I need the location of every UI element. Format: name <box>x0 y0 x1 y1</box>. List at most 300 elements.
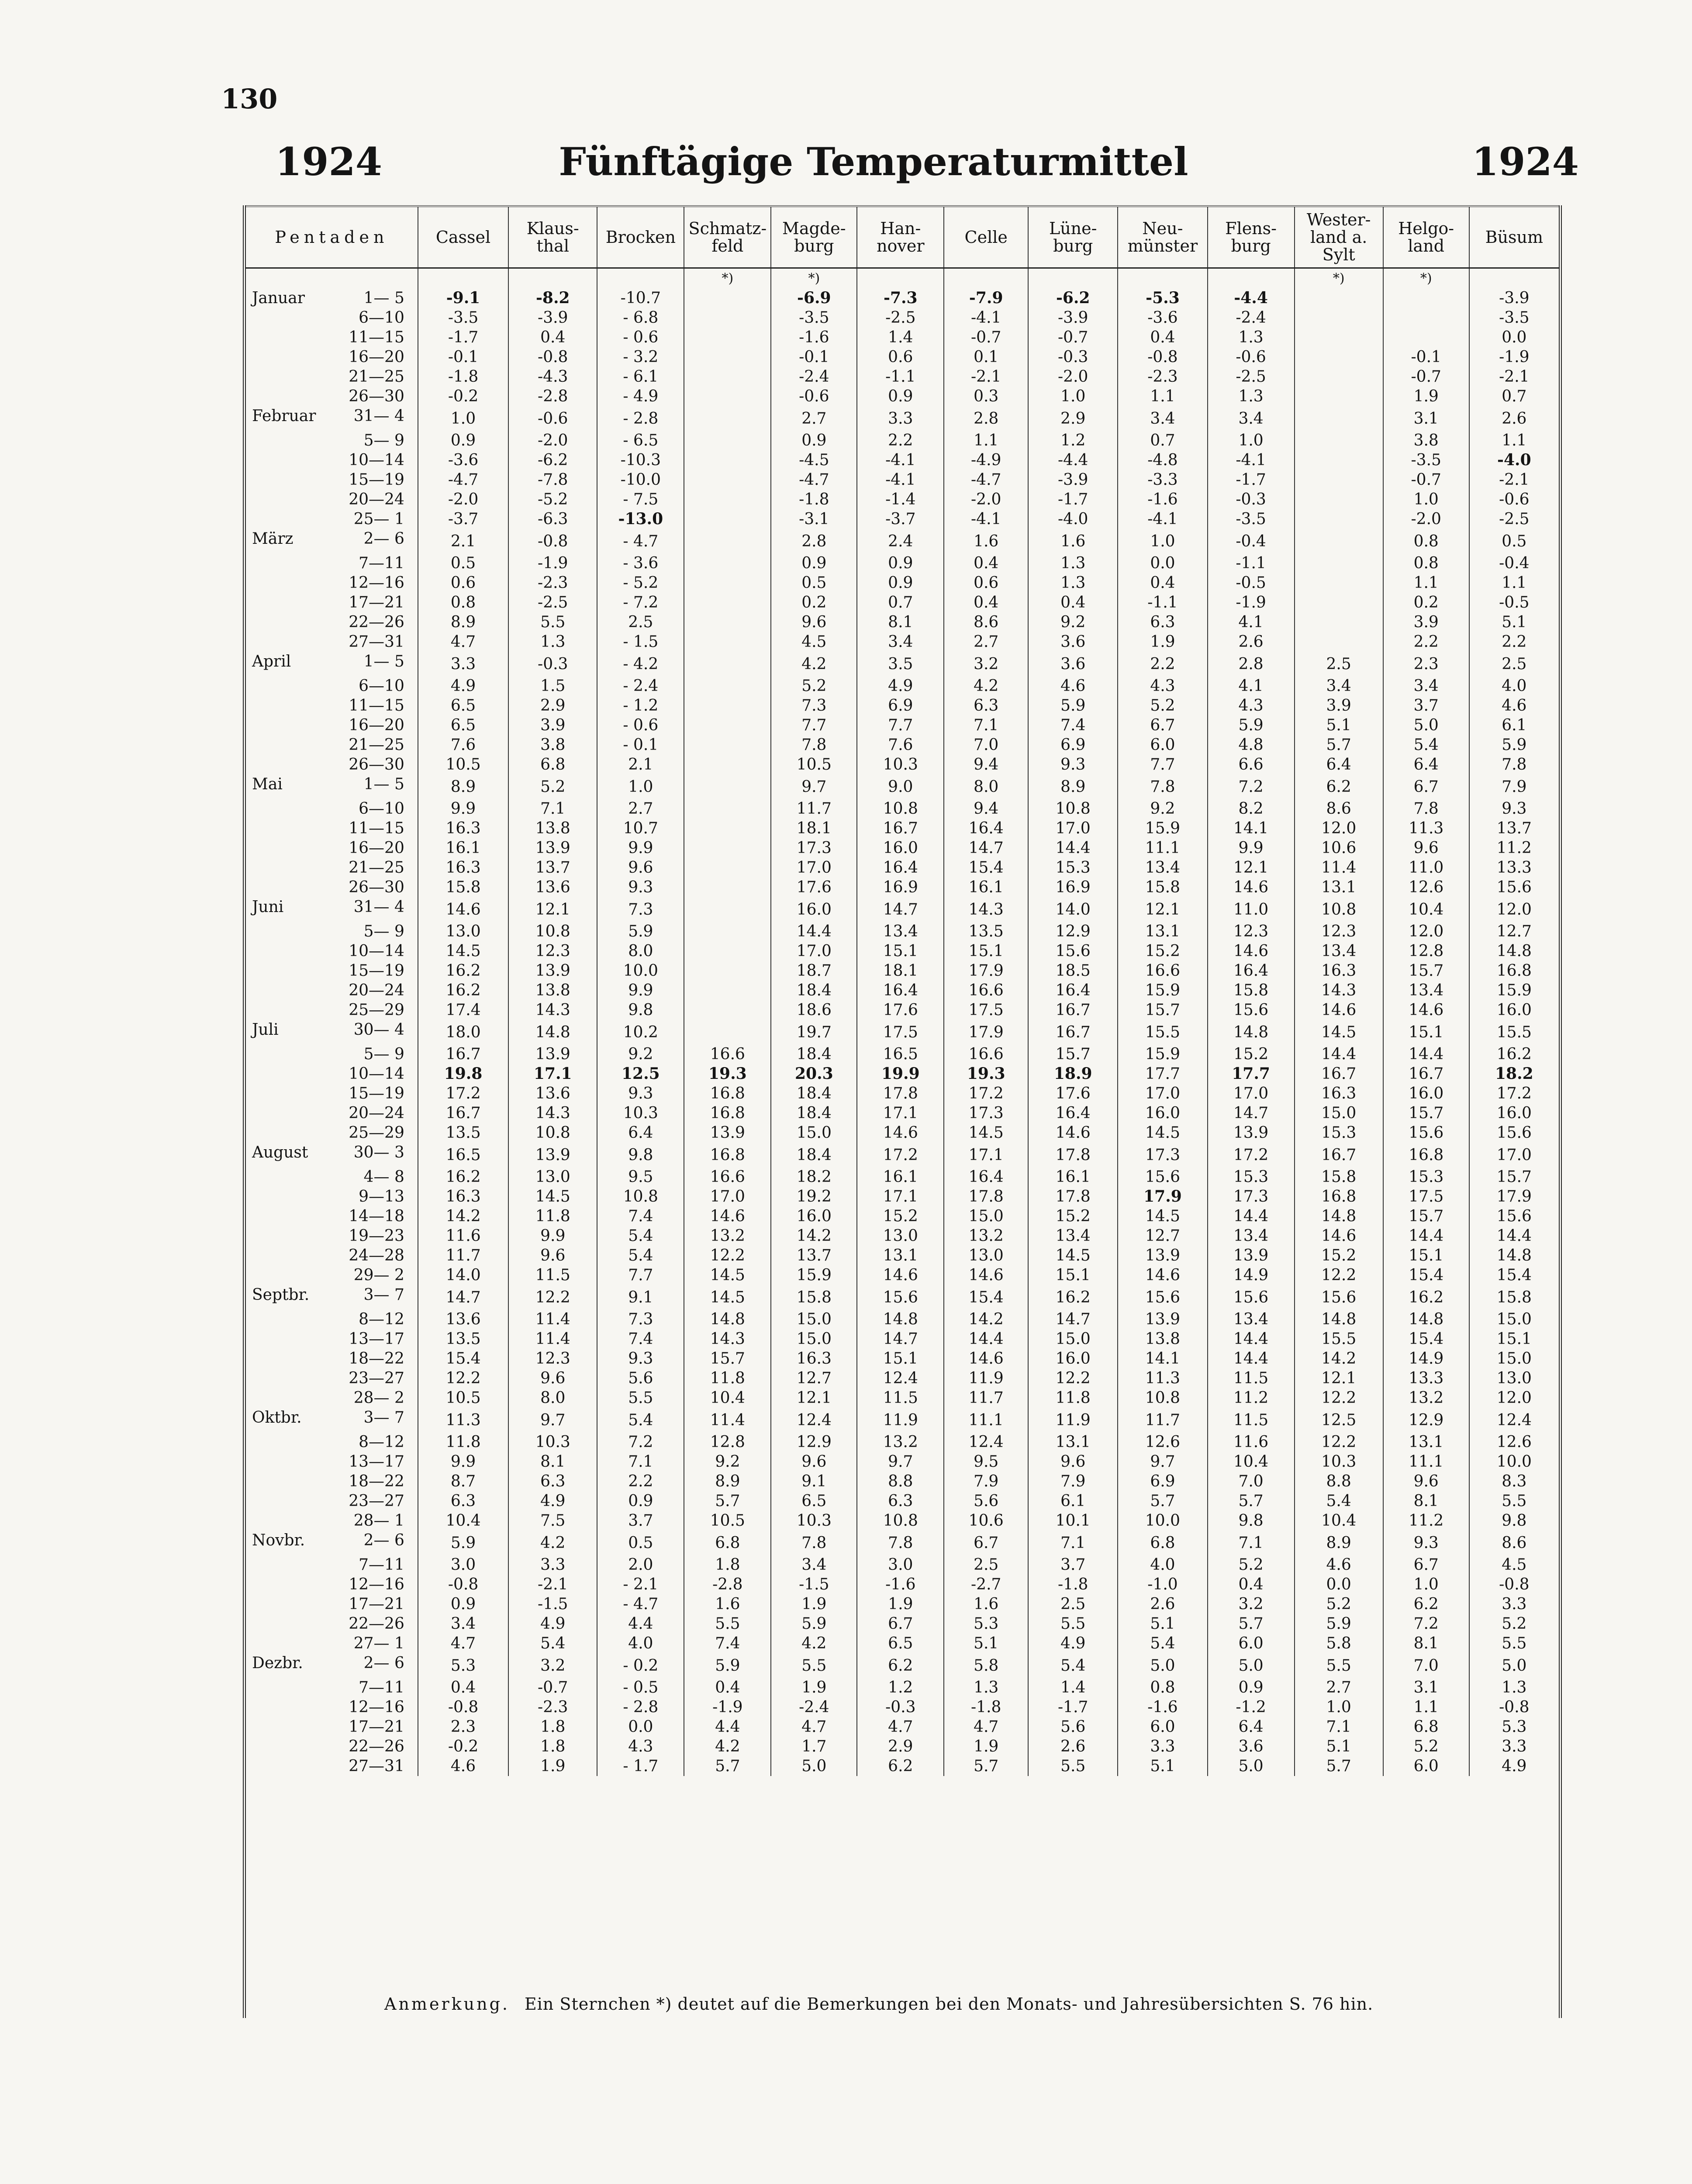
value-cell: 11.7 <box>1118 1408 1207 1432</box>
value-cell: 13.4 <box>857 922 944 941</box>
value-cell: 12.2 <box>1295 1388 1383 1408</box>
value-cell: 16.0 <box>1028 1349 1118 1368</box>
value-cell: 2.7 <box>771 406 857 431</box>
value-cell <box>1295 593 1383 612</box>
value-cell: 16.8 <box>684 1103 771 1123</box>
value-cell: - 3.2 <box>597 347 684 367</box>
value-cell <box>684 799 771 819</box>
value-cell: -1.1 <box>857 367 944 387</box>
table-row <box>246 1349 1559 1368</box>
value-cell: 15.1 <box>1383 1246 1469 1265</box>
value-cell: -1.0 <box>1118 1575 1207 1594</box>
table-row <box>246 347 1559 367</box>
value-cell: -0.6 <box>1469 490 1559 509</box>
pentade-cell <box>246 1044 418 1064</box>
value-cell: 5.6 <box>1028 1717 1118 1737</box>
pentade-range: 27— 1 <box>353 1635 404 1652</box>
value-cell <box>1295 470 1383 490</box>
value-cell: 4.4 <box>684 1717 771 1737</box>
value-cell: 13.5 <box>418 1123 508 1143</box>
value-cell: 5.4 <box>1295 1491 1383 1511</box>
value-cell: 5.2 <box>1295 1594 1383 1614</box>
value-cell: 2.8 <box>1208 652 1295 676</box>
value-cell: 8.3 <box>1469 1472 1559 1491</box>
value-cell: 9.1 <box>597 1285 684 1310</box>
value-cell: 18.1 <box>857 961 944 981</box>
value-cell: -2.1 <box>1469 470 1559 490</box>
value-cell <box>684 897 771 922</box>
value-cell: - 7.5 <box>597 490 684 509</box>
value-cell: 19.7 <box>771 1020 857 1044</box>
value-cell: 14.6 <box>1028 1123 1118 1143</box>
value-cell: 17.2 <box>944 1084 1028 1103</box>
value-cell: 4.5 <box>771 632 857 652</box>
value-cell: 13.2 <box>684 1226 771 1246</box>
value-cell: 16.0 <box>1118 1103 1207 1123</box>
table-row <box>246 1756 1559 1776</box>
value-cell: -3.5 <box>1208 509 1295 529</box>
value-cell: 11.7 <box>418 1246 508 1265</box>
value-cell: 8.9 <box>1028 774 1118 799</box>
pentade-range: 11—15 <box>349 819 404 837</box>
value-cell: 5.2 <box>1118 696 1207 715</box>
value-cell: 13.4 <box>1295 941 1383 961</box>
value-cell: 12.5 <box>1295 1408 1383 1432</box>
value-cell: 9.8 <box>597 1143 684 1167</box>
pentade-range: 5— 9 <box>363 1045 404 1063</box>
pentade-range: 28— 2 <box>353 1389 404 1407</box>
value-cell: -0.8 <box>508 529 597 553</box>
value-cell: 15.7 <box>1028 1044 1118 1064</box>
value-cell: 1.8 <box>508 1737 597 1756</box>
value-cell: 13.5 <box>418 1329 508 1349</box>
pentade-range: 12—16 <box>349 1698 404 1716</box>
value-cell: 16.6 <box>944 1044 1028 1064</box>
value-cell: 18.0 <box>418 1020 508 1044</box>
value-cell <box>1383 308 1469 328</box>
pentade-range: 12—16 <box>349 1576 404 1593</box>
value-cell: - 6.1 <box>597 367 684 387</box>
value-cell: 1.0 <box>1028 387 1118 406</box>
value-cell: -2.5 <box>508 593 597 612</box>
value-cell: 16.1 <box>418 838 508 858</box>
value-cell: -2.5 <box>1208 367 1295 387</box>
value-cell <box>684 573 771 593</box>
value-cell: 13.3 <box>1469 858 1559 878</box>
value-cell: 14.4 <box>1469 1226 1559 1246</box>
value-cell <box>1295 367 1383 387</box>
value-cell: 16.3 <box>1295 1084 1383 1103</box>
value-cell: 4.7 <box>418 632 508 652</box>
value-cell: 16.1 <box>857 1167 944 1187</box>
header-year-right: 1924 <box>1472 139 1579 184</box>
pentade-range: 29— 2 <box>353 1266 404 1284</box>
value-cell: -0.8 <box>1469 1697 1559 1717</box>
value-cell: 2.9 <box>1028 406 1118 431</box>
value-cell: 6.3 <box>857 1491 944 1511</box>
value-cell: 0.5 <box>597 1531 684 1555</box>
value-cell: 1.0 <box>1383 1575 1469 1594</box>
table-row <box>246 1187 1559 1206</box>
value-cell: 6.4 <box>1383 755 1469 774</box>
value-cell: 3.6 <box>1208 1737 1295 1756</box>
value-cell: 12.2 <box>508 1285 597 1310</box>
value-cell: 12.4 <box>857 1368 944 1388</box>
value-cell: -8.2 <box>508 288 597 308</box>
value-cell: -0.6 <box>1208 347 1295 367</box>
value-cell: 14.9 <box>1208 1265 1295 1285</box>
value-cell: 12.2 <box>1028 1368 1118 1388</box>
value-cell: 10.8 <box>597 1187 684 1206</box>
value-cell: 6.9 <box>1118 1472 1207 1491</box>
value-cell: -2.1 <box>508 1575 597 1594</box>
pentade-cell <box>246 961 418 981</box>
value-cell: -0.7 <box>508 1678 597 1697</box>
value-cell: 8.9 <box>418 612 508 632</box>
value-cell: 6.8 <box>1118 1531 1207 1555</box>
footnote-mark <box>1118 268 1207 289</box>
value-cell: 15.2 <box>857 1206 944 1226</box>
value-cell: 3.4 <box>1295 676 1383 696</box>
pentade-range: 8—12 <box>359 1433 404 1451</box>
value-cell: -0.3 <box>857 1697 944 1717</box>
value-cell: -0.7 <box>944 328 1028 347</box>
value-cell: -4.1 <box>1208 450 1295 470</box>
value-cell: 6.4 <box>597 1123 684 1143</box>
pentade-range: 17—21 <box>349 1595 404 1613</box>
value-cell: - 0.5 <box>597 1678 684 1697</box>
value-cell: -0.6 <box>771 387 857 406</box>
table-row <box>246 387 1559 406</box>
pentade-range: 22—26 <box>349 1615 404 1633</box>
value-cell: 13.5 <box>944 922 1028 941</box>
value-cell: -6.3 <box>508 509 597 529</box>
value-cell: 16.4 <box>857 858 944 878</box>
pentade-cell <box>246 1368 418 1388</box>
value-cell <box>684 632 771 652</box>
value-cell: 18.4 <box>771 981 857 1000</box>
value-cell: 4.4 <box>597 1614 684 1634</box>
value-cell: 0.4 <box>1028 593 1118 612</box>
table-row <box>246 1123 1559 1143</box>
value-cell: 4.6 <box>1469 696 1559 715</box>
value-cell: 9.9 <box>418 1452 508 1472</box>
value-cell: 8.1 <box>508 1452 597 1472</box>
value-cell: 15.6 <box>857 1285 944 1310</box>
value-cell: 5.7 <box>1295 735 1383 755</box>
value-cell: -0.2 <box>418 387 508 406</box>
value-cell: 3.4 <box>418 1614 508 1634</box>
pentade-range: 6—10 <box>359 309 404 327</box>
table-row <box>246 858 1559 878</box>
value-cell: 16.7 <box>1295 1143 1383 1167</box>
value-cell: 2.7 <box>1295 1678 1383 1697</box>
pentade-cell <box>246 1285 418 1310</box>
value-cell: 1.9 <box>771 1594 857 1614</box>
value-cell: 16.6 <box>1118 961 1207 981</box>
value-cell: 12.7 <box>1469 922 1559 941</box>
table-row <box>246 1285 1559 1310</box>
column-header-station: Flens- burg <box>1208 206 1295 268</box>
value-cell: 16.4 <box>857 981 944 1000</box>
value-cell: 4.2 <box>771 652 857 676</box>
value-cell: 5.0 <box>1118 1653 1207 1678</box>
value-cell: 12.2 <box>1295 1265 1383 1285</box>
value-cell: 5.9 <box>771 1614 857 1634</box>
column-header-station: Neu- münster <box>1118 206 1207 268</box>
value-cell: 16.6 <box>684 1167 771 1187</box>
value-cell: 5.1 <box>1295 1737 1383 1756</box>
value-cell: 6.3 <box>1118 612 1207 632</box>
value-cell: 17.9 <box>1118 1187 1207 1206</box>
value-cell: 1.1 <box>1383 573 1469 593</box>
value-cell: 5.8 <box>1295 1634 1383 1653</box>
value-cell: -2.7 <box>944 1575 1028 1594</box>
value-cell: 15.4 <box>944 1285 1028 1310</box>
value-cell: -4.1 <box>857 470 944 490</box>
value-cell <box>1295 632 1383 652</box>
value-cell: 3.6 <box>1028 632 1118 652</box>
value-cell: 12.3 <box>508 941 597 961</box>
cell <box>246 268 418 289</box>
value-cell: 18.9 <box>1028 1064 1118 1084</box>
value-cell: 15.8 <box>1208 981 1295 1000</box>
value-cell: 13.1 <box>857 1246 944 1265</box>
value-cell: 12.4 <box>771 1408 857 1432</box>
value-cell: -2.8 <box>508 387 597 406</box>
value-cell: 13.1 <box>1028 1432 1118 1452</box>
value-cell: -2.4 <box>771 1697 857 1717</box>
value-cell: 5.9 <box>684 1653 771 1678</box>
value-cell: -1.9 <box>1208 593 1295 612</box>
value-cell: 13.4 <box>1383 981 1469 1000</box>
value-cell: 16.1 <box>944 878 1028 897</box>
table-row <box>246 819 1559 838</box>
pentade-cell <box>246 450 418 470</box>
column-header-station: Han- nover <box>857 206 944 268</box>
value-cell: 15.6 <box>1469 878 1559 897</box>
value-cell: 16.8 <box>684 1084 771 1103</box>
value-cell: 10.8 <box>1118 1388 1207 1408</box>
value-cell: - 0.2 <box>597 1653 684 1678</box>
value-cell: 18.2 <box>771 1167 857 1187</box>
value-cell: 5.9 <box>1295 1614 1383 1634</box>
month-name: Oktbr. <box>252 1409 302 1427</box>
value-cell: -0.1 <box>418 347 508 367</box>
value-cell: - 2.1 <box>597 1575 684 1594</box>
value-cell: 17.0 <box>771 941 857 961</box>
value-cell: 10.0 <box>1469 1452 1559 1472</box>
value-cell <box>1295 431 1383 450</box>
pentade-range: 21—25 <box>349 859 404 877</box>
footnote-mark <box>1469 268 1559 289</box>
value-cell: 17.1 <box>857 1187 944 1206</box>
table-row <box>246 774 1559 799</box>
value-cell: -1.7 <box>418 328 508 347</box>
value-cell <box>684 961 771 981</box>
value-cell: 5.7 <box>1118 1491 1207 1511</box>
pentade-cell <box>246 1329 418 1349</box>
value-cell: 0.7 <box>1118 431 1207 450</box>
value-cell: 11.5 <box>508 1265 597 1285</box>
value-cell: 14.3 <box>944 897 1028 922</box>
value-cell: 1.6 <box>944 529 1028 553</box>
pentade-cell <box>246 367 418 387</box>
table-row <box>246 1167 1559 1187</box>
value-cell: 4.3 <box>597 1737 684 1756</box>
value-cell: 3.5 <box>857 652 944 676</box>
value-cell: 14.6 <box>684 1206 771 1226</box>
value-cell: 13.9 <box>508 961 597 981</box>
value-cell <box>684 696 771 715</box>
value-cell: -2.0 <box>1028 367 1118 387</box>
column-header-station: Celle <box>944 206 1028 268</box>
value-cell: 9.9 <box>1208 838 1295 858</box>
value-cell: -1.6 <box>1118 490 1207 509</box>
value-cell: -13.0 <box>597 509 684 529</box>
value-cell: 17.1 <box>508 1064 597 1084</box>
pentade-cell <box>246 553 418 573</box>
pentade-cell <box>246 755 418 774</box>
value-cell: 11.7 <box>771 799 857 819</box>
value-cell: 15.8 <box>771 1285 857 1310</box>
value-cell: 17.0 <box>1208 1084 1295 1103</box>
value-cell: -4.7 <box>944 470 1028 490</box>
table-row <box>246 450 1559 470</box>
pentade-cell <box>246 1143 418 1167</box>
value-cell: 9.5 <box>944 1452 1028 1472</box>
value-cell: 14.1 <box>1118 1349 1207 1368</box>
value-cell: 7.0 <box>1383 1653 1469 1678</box>
value-cell: 12.0 <box>1469 1388 1559 1408</box>
value-cell: 15.1 <box>944 941 1028 961</box>
month-name: Juli <box>252 1021 279 1039</box>
value-cell <box>684 553 771 573</box>
value-cell: 2.5 <box>597 612 684 632</box>
value-cell: 15.1 <box>1383 1020 1469 1044</box>
value-cell: 7.6 <box>418 735 508 755</box>
value-cell <box>684 922 771 941</box>
value-cell: 5.8 <box>944 1653 1028 1678</box>
value-cell: 16.7 <box>1295 1064 1383 1084</box>
value-cell: 1.3 <box>944 1678 1028 1697</box>
value-cell: 10.8 <box>857 799 944 819</box>
value-cell: -4.4 <box>1028 450 1118 470</box>
pentade-range: 10—14 <box>349 451 404 469</box>
value-cell: 16.2 <box>1383 1285 1469 1310</box>
value-cell: 15.0 <box>771 1329 857 1349</box>
value-cell: 13.9 <box>508 1044 597 1064</box>
value-cell: 7.8 <box>1383 799 1469 819</box>
table-row <box>246 509 1559 529</box>
value-cell: 9.3 <box>1028 755 1118 774</box>
value-cell: 11.5 <box>1208 1408 1295 1432</box>
value-cell: 14.5 <box>684 1285 771 1310</box>
value-cell: 12.1 <box>1118 897 1207 922</box>
value-cell: -4.0 <box>1469 450 1559 470</box>
value-cell: -4.8 <box>1118 450 1207 470</box>
value-cell: 11.6 <box>1208 1432 1295 1452</box>
value-cell: 15.1 <box>1028 1265 1118 1285</box>
footnote-mark <box>1208 268 1295 289</box>
value-cell: 17.7 <box>1118 1064 1207 1084</box>
value-cell: 5.3 <box>944 1614 1028 1634</box>
value-cell: 0.5 <box>771 573 857 593</box>
value-cell: 12.9 <box>1383 1408 1469 1432</box>
pentade-cell <box>246 858 418 878</box>
value-cell: 8.9 <box>1295 1531 1383 1555</box>
value-cell: 14.5 <box>684 1265 771 1285</box>
pentade-range: 30— 3 <box>353 1144 404 1161</box>
pentade-cell <box>246 431 418 450</box>
pentade-range: 21—25 <box>349 736 404 754</box>
value-cell: 7.1 <box>1208 1531 1295 1555</box>
pentade-cell <box>246 1678 418 1697</box>
table-row <box>246 1064 1559 1084</box>
table-row <box>246 1697 1559 1717</box>
value-cell: 3.7 <box>1383 696 1469 715</box>
table-row <box>246 490 1559 509</box>
value-cell: 16.4 <box>1208 961 1295 981</box>
value-cell: 5.3 <box>418 1653 508 1678</box>
table-row <box>246 328 1559 347</box>
value-cell: -3.9 <box>1028 308 1118 328</box>
value-cell: 17.1 <box>944 1143 1028 1167</box>
value-cell: 11.7 <box>944 1388 1028 1408</box>
value-cell: 13.4 <box>1208 1310 1295 1329</box>
pentade-range: 8—12 <box>359 1310 404 1328</box>
value-cell: 3.7 <box>597 1511 684 1531</box>
pentade-cell <box>246 1594 418 1614</box>
pentade-cell <box>246 878 418 897</box>
value-cell: 15.8 <box>418 878 508 897</box>
value-cell: 18.4 <box>771 1084 857 1103</box>
value-cell: -0.8 <box>1118 347 1207 367</box>
value-cell: 5.7 <box>1208 1491 1295 1511</box>
value-cell: 14.5 <box>1028 1246 1118 1265</box>
value-cell: 0.4 <box>1118 573 1207 593</box>
value-cell: -10.0 <box>597 470 684 490</box>
value-cell: 15.6 <box>1028 941 1118 961</box>
pentade-range: 20—24 <box>349 491 404 508</box>
footnote-mark <box>944 268 1028 289</box>
value-cell <box>684 288 771 308</box>
pentade-range: 7—11 <box>359 554 404 572</box>
value-cell: -3.7 <box>857 509 944 529</box>
table-row <box>246 406 1559 431</box>
value-cell: -0.7 <box>1383 470 1469 490</box>
value-cell: 18.7 <box>771 961 857 981</box>
value-cell: 16.7 <box>857 819 944 838</box>
value-cell: 9.0 <box>857 774 944 799</box>
value-cell: 12.2 <box>684 1246 771 1265</box>
value-cell: 2.5 <box>1295 652 1383 676</box>
value-cell: 10.6 <box>1295 838 1383 858</box>
value-cell: 5.7 <box>1295 1756 1383 1776</box>
value-cell: 3.0 <box>418 1555 508 1575</box>
value-cell: -6.2 <box>508 450 597 470</box>
value-cell: 4.9 <box>857 676 944 696</box>
value-cell: 15.2 <box>1118 941 1207 961</box>
value-cell: 15.7 <box>1383 961 1469 981</box>
value-cell: - 5.2 <box>597 573 684 593</box>
value-cell: 16.4 <box>1028 1103 1118 1123</box>
value-cell: 12.1 <box>508 897 597 922</box>
value-cell: 11.6 <box>418 1226 508 1246</box>
pentade-cell <box>246 1084 418 1103</box>
value-cell: 13.8 <box>508 819 597 838</box>
value-cell: 18.6 <box>771 1000 857 1020</box>
